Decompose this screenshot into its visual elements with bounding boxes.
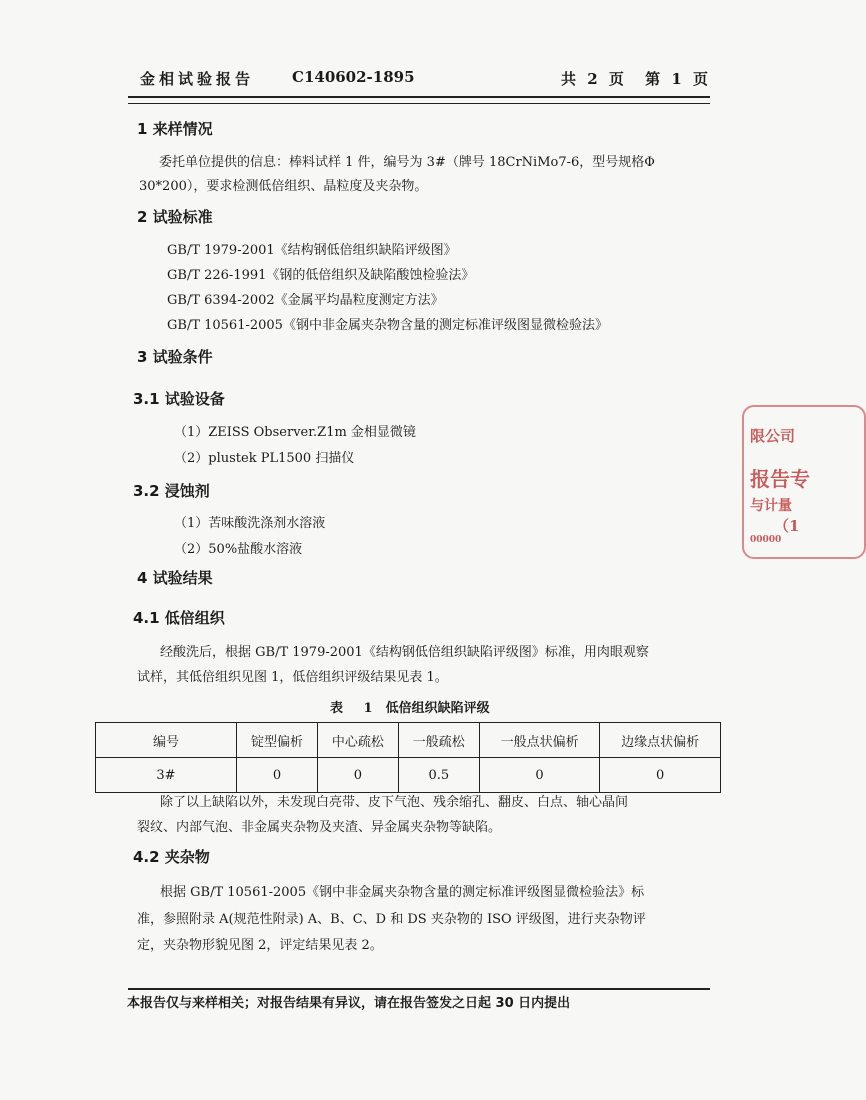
report-code: C140602-1895 bbox=[292, 68, 415, 86]
page-counter bbox=[551, 68, 708, 89]
section3-1-heading: 3.1 试验设备 bbox=[133, 390, 225, 408]
table-cell: 0 bbox=[317, 758, 398, 793]
section4-heading: 4 试验结果 bbox=[137, 569, 213, 587]
footer-divider bbox=[128, 988, 710, 990]
table-header-cell: 中心疏松 bbox=[317, 723, 398, 758]
stamp-text: （1 bbox=[774, 517, 800, 535]
section1-line1: 委托单位提供的信息：棒料试样 1 件，编号为 3#（牌号 18CrNiMo7-6，型号规格Φ bbox=[159, 155, 655, 170]
standard-item: GB/T 1979-2001《结构钢低倍组织缺陷评级图》 bbox=[167, 243, 457, 258]
section4-1-heading: 4.1 低倍组织 bbox=[133, 609, 225, 627]
section4-1-line1: 经酸洗后，根据 GB/T 1979-2001《结构钢低倍组织缺陷评级图》标准，用肉眼观察 bbox=[160, 645, 649, 660]
official-stamp bbox=[742, 405, 810, 555]
standard-item: GB/T 10561-2005《钢中非金属夹杂物含量的测定标准评级图显微检验法》 bbox=[167, 318, 608, 333]
table-cell: 3# bbox=[96, 758, 237, 793]
table-header-cell: 一般疏松 bbox=[398, 723, 479, 758]
header-divider bbox=[128, 96, 710, 104]
report-header bbox=[140, 68, 708, 94]
section4-2-heading: 4.2 夹杂物 bbox=[133, 848, 210, 866]
standard-item: GB/T 226-1991《钢的低倍组织及缺陷酸蚀检验法》 bbox=[167, 268, 475, 283]
stamp-text: 00000 bbox=[750, 535, 782, 545]
equipment-item: （1）ZEISS Observer.Z1m 金相显微镜 bbox=[174, 425, 416, 440]
table-header-row bbox=[96, 723, 721, 758]
table-cell: 0 bbox=[237, 758, 318, 793]
report-title: 金相试验报告 bbox=[140, 70, 255, 88]
section3-heading: 3 试验条件 bbox=[137, 348, 213, 366]
table1-caption: 表 1 低倍组织缺陷评级 bbox=[330, 701, 490, 716]
section4-2-line3: 定，夹杂物形貌见图 2，评定结果见表 2。 bbox=[137, 938, 383, 953]
stamp-text: 报告专 bbox=[750, 467, 810, 491]
table-header-cell: 编号 bbox=[96, 723, 237, 758]
standard-item: GB/T 6394-2002《金属平均晶粒度测定方法》 bbox=[167, 293, 444, 308]
section4-1-after-line2: 裂纹、内部气泡、非金属夹杂物及夹渣、异金属夹杂物等缺陷。 bbox=[137, 820, 502, 835]
section4-1-line2: 试样，其低倍组织见图 1，低倍组织评级结果见表 1。 bbox=[137, 670, 448, 685]
footer-note: 本报告仅与来样相关；对报告结果有异议，请在报告签发之日起 30 日内提出 bbox=[127, 996, 571, 1011]
table-cell: 0 bbox=[600, 758, 721, 793]
table-row bbox=[96, 758, 721, 793]
table-cell: 0 bbox=[479, 758, 600, 793]
stamp-border bbox=[742, 405, 866, 559]
page-current: 第 1 页 bbox=[645, 70, 708, 88]
section3-2-heading: 3.2 浸蚀剂 bbox=[133, 482, 210, 500]
section1-heading: 1 来样情况 bbox=[137, 120, 213, 138]
section4-2-line1: 根据 GB/T 10561-2005《钢中非金属夹杂物含量的测定标准评级图显微检验法》标 bbox=[160, 885, 645, 900]
table-cell: 0.5 bbox=[398, 758, 479, 793]
etchant-item: （1）苦味酸洗涤剂水溶液 bbox=[174, 516, 326, 531]
stamp-text: 与计量 bbox=[750, 498, 792, 514]
etchant-item: （2）50%盐酸水溶液 bbox=[174, 542, 303, 557]
defect-rating-table bbox=[95, 722, 721, 793]
section4-2-line2: 准，参照附录 A(规范性附录) A、B、C、D 和 DS 夹杂物的 ISO 评级图，进行夹杂物评 bbox=[137, 912, 646, 927]
equipment-item: （2）plustek PL1500 扫描仪 bbox=[174, 451, 355, 466]
stamp-text: 限公司 bbox=[750, 427, 796, 445]
section4-1-after-line1: 除了以上缺陷以外，未发现白亮带、皮下气泡、残余缩孔、翻皮、白点、轴心晶间 bbox=[160, 795, 629, 810]
section1-line2: 30*200），要求检测低倍组织、晶粒度及夹杂物。 bbox=[139, 179, 428, 194]
table-header-cell: 一般点状偏析 bbox=[479, 723, 600, 758]
table-header-cell: 锭型偏析 bbox=[237, 723, 318, 758]
table-header-cell: 边缘点状偏析 bbox=[600, 723, 721, 758]
pages-total: 共 2 页 bbox=[560, 70, 624, 88]
section2-heading: 2 试验标准 bbox=[137, 208, 213, 226]
